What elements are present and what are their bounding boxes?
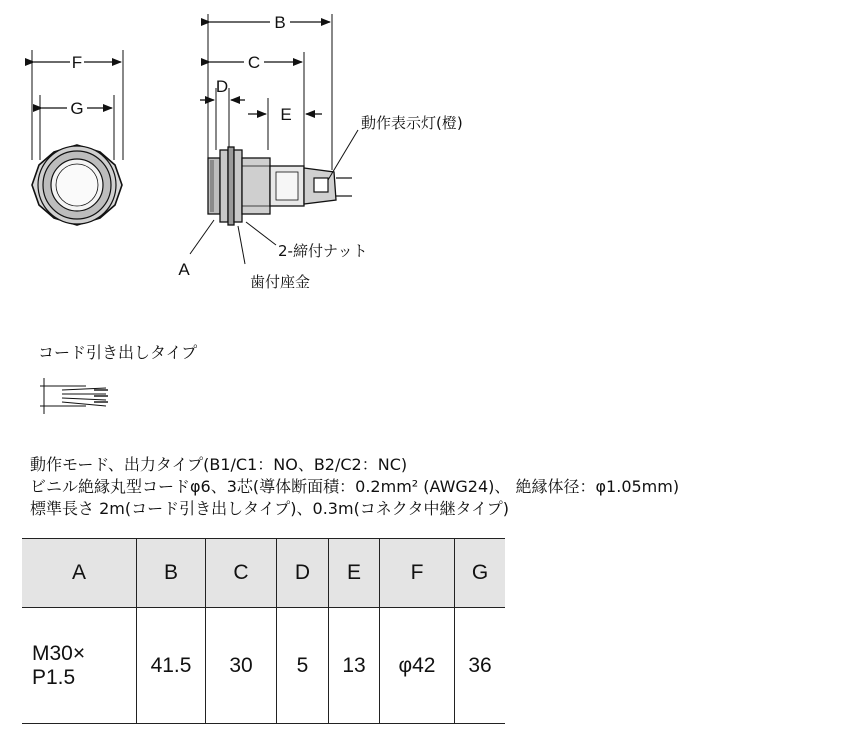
cell-d: 5	[277, 608, 329, 724]
cell-e: 13	[329, 608, 380, 724]
header-a: A	[22, 539, 137, 608]
dim-label-e: E	[280, 105, 292, 124]
cell-f: φ42	[380, 608, 455, 724]
cell-c: 30	[206, 608, 277, 724]
callout-washer: 歯付座金	[250, 273, 311, 291]
dim-label-a: A	[178, 260, 190, 279]
header-e: E	[329, 539, 380, 608]
cell-a-line2: P1.5	[32, 665, 76, 689]
table-header-row	[22, 539, 505, 608]
cord-icon	[36, 376, 116, 416]
dim-label-f: F	[71, 53, 83, 72]
dim-label-d: D	[215, 77, 229, 96]
header-b: B	[137, 539, 206, 608]
cell-a-line1: M30×	[32, 641, 86, 665]
dim-label-g: G	[70, 99, 84, 118]
dim-label-c: C	[247, 53, 261, 72]
cell-b: 41.5	[137, 608, 206, 724]
table-row	[22, 608, 505, 724]
header-c: C	[206, 539, 277, 608]
cell-g: 36	[455, 608, 506, 724]
header-f: F	[380, 539, 455, 608]
section-title: コード引き出しタイプ	[38, 343, 198, 362]
side-view	[190, 14, 358, 264]
spec-line-operation-mode: 動作モード、出力タイプ(B1/C1：NO、B2/C2：NC)	[30, 455, 408, 474]
dim-label-b: B	[274, 13, 286, 32]
dimension-diagram	[0, 0, 864, 330]
callout-indicator: 動作表示灯(橙)	[361, 114, 463, 132]
header-g: G	[455, 539, 506, 608]
callout-nut: 2-締付ナット	[278, 242, 368, 260]
front-view	[32, 50, 123, 225]
cell-a	[22, 608, 137, 724]
spec-line-cord: ビニル絶縁丸型コードφ6、3芯(導体断面積：0.2mm² (AWG24)、 絶縁体径：φ1.05mm)	[30, 477, 680, 496]
dimension-table	[22, 538, 505, 724]
spec-line-length: 標準長さ 2m(コード引き出しタイプ)、0.3m(コネクタ中継タイプ)	[30, 499, 509, 518]
header-d: D	[277, 539, 329, 608]
